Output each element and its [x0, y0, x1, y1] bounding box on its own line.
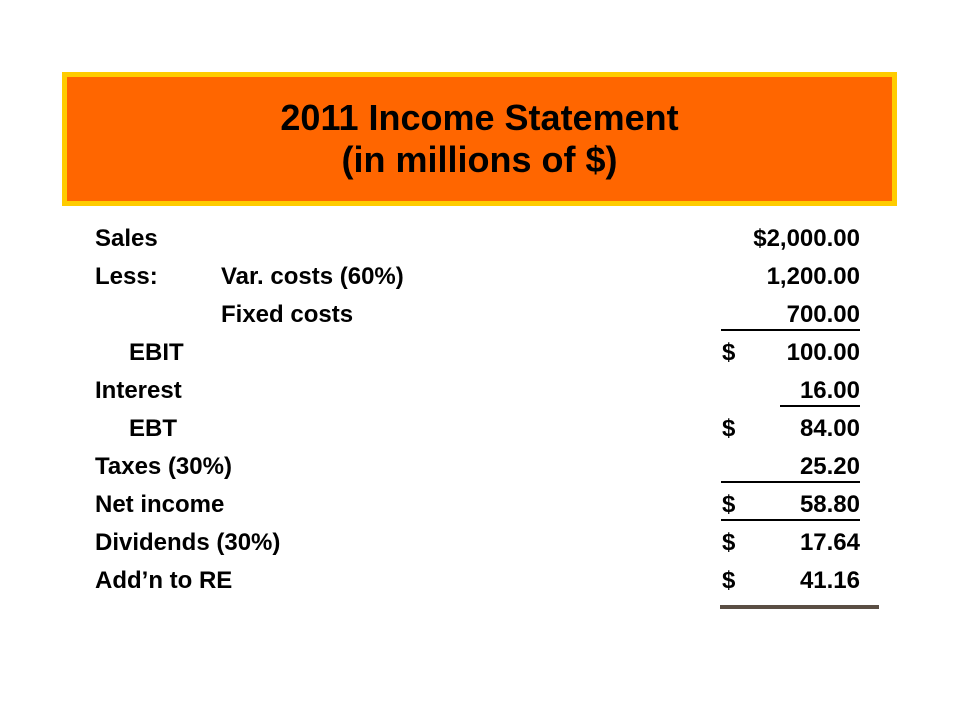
subtotal-underline [721, 481, 860, 483]
row-value: 700.00 [786, 301, 860, 328]
row-variable-costs [0, 262, 960, 300]
row-label: Dividends (30%) [95, 529, 281, 556]
row-value: 17.64 [799, 529, 860, 556]
row-net-income [0, 490, 960, 528]
row-value: 84.00 [799, 415, 860, 442]
row-sublabel: Fixed costs [221, 301, 354, 328]
row-label: Add’n to RE [95, 567, 233, 594]
row-value: $2,000.00 [753, 225, 860, 252]
row-sublabel: Var. costs (60%) [221, 263, 404, 290]
row-sales [0, 224, 960, 262]
row-ebit [0, 338, 960, 376]
total-rule [720, 605, 879, 609]
row-label: Sales [95, 225, 158, 252]
row-interest [0, 376, 960, 414]
row-addition-to-re [0, 566, 960, 604]
dollar-sign: $ [722, 567, 736, 594]
subtotal-underline [721, 519, 860, 521]
row-value: 100.00 [786, 339, 860, 366]
subtotal-underline [721, 329, 860, 331]
title-line-2: (in millions of $) [341, 139, 618, 180]
row-ebt [0, 414, 960, 452]
row-value: 58.80 [799, 491, 860, 518]
row-label: Less: [95, 263, 158, 290]
row-value: 25.20 [799, 453, 860, 480]
row-dividends [0, 528, 960, 566]
row-label: Net income [95, 491, 225, 518]
row-label: EBT [129, 415, 177, 442]
row-label: Interest [95, 377, 182, 404]
title-line-1: 2011 Income Statement [280, 97, 679, 138]
dollar-sign: $ [722, 491, 736, 518]
dollar-sign: $ [722, 529, 736, 556]
row-label: EBIT [129, 339, 184, 366]
row-label: Taxes (30%) [95, 453, 232, 480]
row-taxes [0, 452, 960, 490]
dollar-sign: $ [722, 415, 736, 442]
dollar-sign: $ [722, 339, 736, 366]
row-value: 41.16 [799, 567, 860, 594]
row-value: 16.00 [799, 377, 860, 404]
row-value: 1,200.00 [766, 263, 860, 290]
row-fixed-costs [0, 300, 960, 338]
subtotal-underline [780, 405, 860, 407]
